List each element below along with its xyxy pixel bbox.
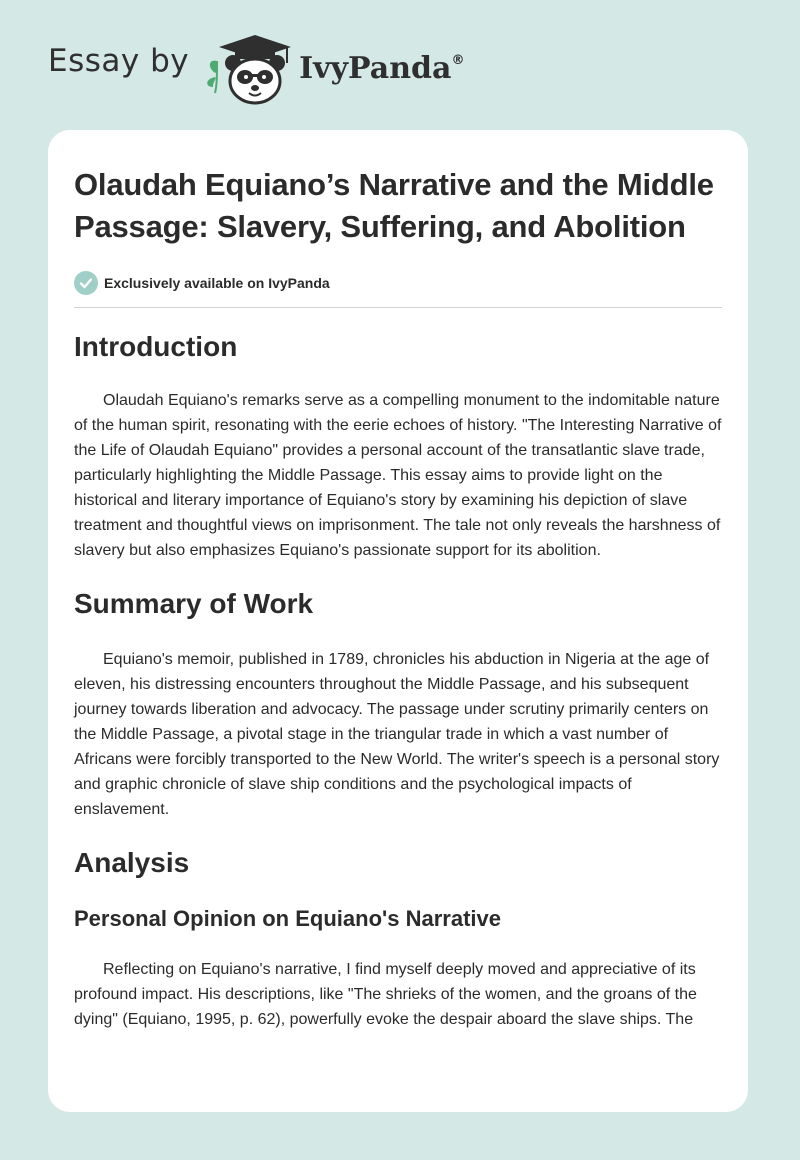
- brand-name: IvyPanda®: [299, 50, 465, 86]
- divider: [74, 307, 722, 308]
- section-heading-summary: Summary of Work: [74, 588, 314, 619]
- paragraph-introduction: Olaudah Equiano's remarks serve as a compelling monument to the indomitable nature of the human spirit, resonating with the eerie echoes of history. "The Interesting Narrative of the Life of Olaudah Equiano" provides a personal account of the transatlantic slave trade, particularly highlighting the Middle Passage. This essay aims to provide light on the historical and literary importance of Equiano's story by examining his depiction of slave treatment and thoughtful views on imprisonment. The tale not only reveals the harshness of slavery but also emphasizes Equiano's passionate support for its abolition.: [74, 392, 722, 559]
- site-header: [48, 30, 464, 110]
- registered-mark: ®: [451, 52, 465, 68]
- essay-card: [48, 130, 748, 1112]
- paragraph-summary: Equiano's memoir, published in 1789, chronicles his abduction in Nigeria at the age of eleven, his distressing encounters throughout the Middle Passage, and his subsequent journey towards liberation and advocacy. The passage under scrutiny primarily centers on the Middle Passage, a pivotal stage in the triangular trade in which a vast number of Africans were forcibly transported to the New World. The writer's speech is a personal story and graphic chronicle of slave ship conditions and the psychological impacts of enslavement.: [74, 651, 720, 818]
- subheading-personal-opinion: Personal Opinion on Equiano's Narrative: [74, 906, 501, 931]
- section-heading-introduction: Introduction: [74, 331, 238, 362]
- essay-by-label: Essay by: [48, 43, 190, 79]
- essay-title: Olaudah Equiano’s Narrative and the Middle Passage: Slavery, Suffering, and Abolition: [74, 167, 714, 244]
- section-heading-analysis: Analysis: [74, 847, 190, 878]
- exclusive-badge: [74, 270, 722, 296]
- paragraph-personal-opinion: Reflecting on Equiano's narrative, I find myself deeply moved and appreciative of its profound impact. His descriptions, like "The shrieks of the women, and the groans of the dying" (Equiano, 1995, p. 62), powerfully evoke the despair aboard the slave ships. The: [74, 961, 697, 1028]
- panda-graduate-icon: [203, 31, 295, 109]
- exclusive-label: Exclusively available on IvyPanda: [104, 275, 330, 291]
- check-circle-icon: [74, 271, 98, 295]
